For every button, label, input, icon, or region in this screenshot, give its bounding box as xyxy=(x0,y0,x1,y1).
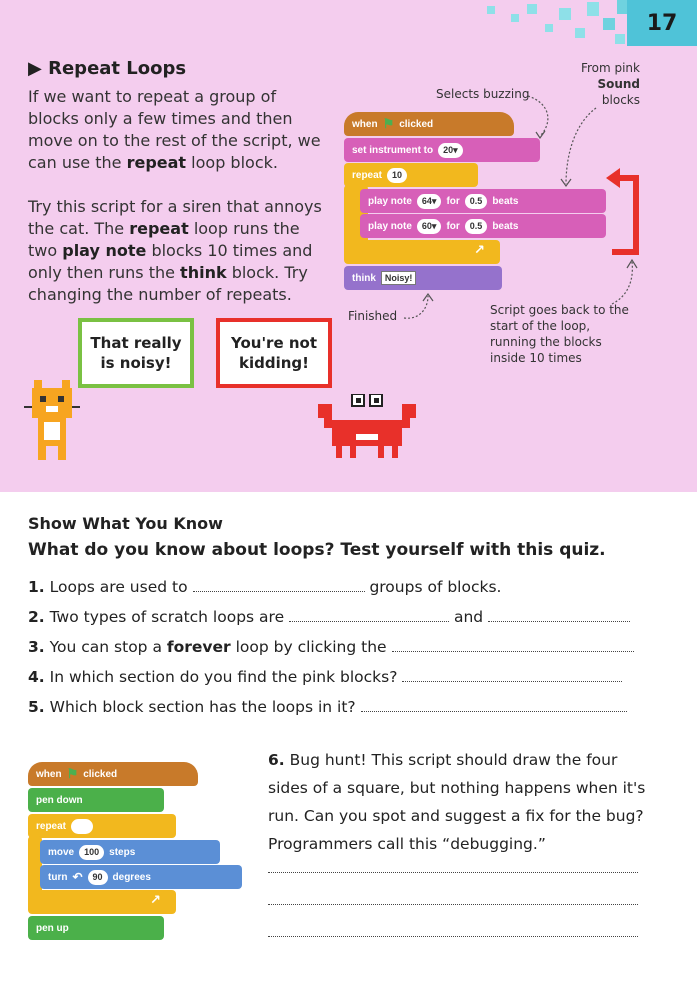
pink-panel xyxy=(0,0,697,492)
answer-blank-2a[interactable] xyxy=(289,610,449,622)
loop-arrow-icon: ↗ xyxy=(474,243,485,258)
intro-paragraph: If we want to repeat a group of blocks only a few times and then move on to the rest of the script, we can use the repeat loop block. xyxy=(28,87,321,172)
quiz-title: Show What You Know xyxy=(28,514,223,533)
question-4: 4. In which section do you find the pink blocks? xyxy=(28,668,622,686)
question-2: 2. Two types of scratch loops are and xyxy=(28,608,630,626)
loop-arrow-icon: ↗ xyxy=(150,893,161,908)
instrument-dropdown[interactable]: 20 ▾ xyxy=(438,143,463,158)
quiz-subtitle: What do you know about loops? Test yourself with this quiz. xyxy=(28,540,606,560)
cat-sprite-icon xyxy=(24,380,88,464)
answer-blank-4[interactable] xyxy=(402,670,622,682)
crab-sprite-icon xyxy=(318,394,416,462)
turn-block[interactable]: turn ↶ 90 degrees xyxy=(40,865,242,889)
note-dropdown-2[interactable]: 60 ▾ xyxy=(417,219,442,234)
green-flag-icon: ⚑ xyxy=(382,116,395,131)
answer-blank-2b[interactable] xyxy=(488,610,630,622)
page-number: 17 xyxy=(627,0,697,46)
think-block[interactable]: think Noisy! xyxy=(344,266,502,290)
play-note-block-2[interactable]: play note 60 ▾ for 0.5 beats xyxy=(360,214,606,238)
set-instrument-block[interactable]: set instrument to 20 ▾ xyxy=(344,138,540,162)
siren-paragraph: Try this script for a siren that annoys the cat. The repeat loop runs the two play note blocks 10 times and only then runs the think block. Try changing the number of repeats. xyxy=(28,197,322,304)
question-1: 1. Loops are used to groups of blocks. xyxy=(28,578,502,596)
repeat-count-empty[interactable] xyxy=(71,819,93,834)
crab-speech-bubble: You're not kidding! xyxy=(216,318,332,388)
section-heading-text: Repeat Loops xyxy=(48,58,187,79)
rotate-left-icon: ↶ xyxy=(72,870,83,884)
turn-degrees-input[interactable]: 90 xyxy=(88,870,108,885)
green-flag-icon: ⚑ xyxy=(66,766,79,781)
repeat-label-row-2: repeat xyxy=(28,814,176,838)
section-heading: ▶ Repeat Loops xyxy=(28,58,187,79)
note-dropdown-1[interactable]: 64 ▾ xyxy=(417,194,442,209)
cat-speech-bubble: That really is noisy! xyxy=(78,318,194,388)
when-flag-clicked-block[interactable]: when ⚑ clicked xyxy=(344,112,514,136)
beats-input-2[interactable]: 0.5 xyxy=(465,219,488,234)
pen-down-block[interactable]: pen down xyxy=(28,788,164,812)
answer-line-6c[interactable] xyxy=(268,936,638,937)
bug-hunt-question: 6. Bug hunt! This script should draw the four sides of a square, but nothing happens when it's run. Can you spot and suggest a fix for the bug? Programmers call this “debugging.” xyxy=(268,751,646,853)
selects-buzzing-note: Selects buzzing xyxy=(436,87,530,101)
question-3: 3. You can stop a forever loop by clicking the xyxy=(28,638,634,656)
repeat-label-row: repeat 10 xyxy=(344,163,478,187)
answer-blank-1[interactable] xyxy=(193,580,365,592)
answer-line-6b[interactable] xyxy=(268,904,638,905)
move-block[interactable]: move 100 steps xyxy=(40,840,220,864)
when-flag-clicked-block-2[interactable]: when ⚑ clicked xyxy=(28,762,198,786)
loop-back-note: Script goes back to the start of the loop, running the blocks inside 10 times xyxy=(490,303,629,365)
answer-blank-3[interactable] xyxy=(392,640,634,652)
move-steps-input[interactable]: 100 xyxy=(79,845,104,860)
question-5: 5. Which block section has the loops in it? xyxy=(28,698,627,716)
repeat-count[interactable]: 10 xyxy=(387,168,407,183)
pen-up-block[interactable]: pen up xyxy=(28,916,164,940)
from-pink-note: From pink Sound blocks xyxy=(580,61,640,107)
think-text[interactable]: Noisy! xyxy=(381,271,417,285)
play-note-block-1[interactable]: play note 64 ▾ for 0.5 beats xyxy=(360,189,606,213)
beats-input-1[interactable]: 0.5 xyxy=(465,194,488,209)
answer-line-6a[interactable] xyxy=(268,872,638,873)
finished-note: Finished xyxy=(348,309,398,323)
answer-blank-5[interactable] xyxy=(361,700,627,712)
